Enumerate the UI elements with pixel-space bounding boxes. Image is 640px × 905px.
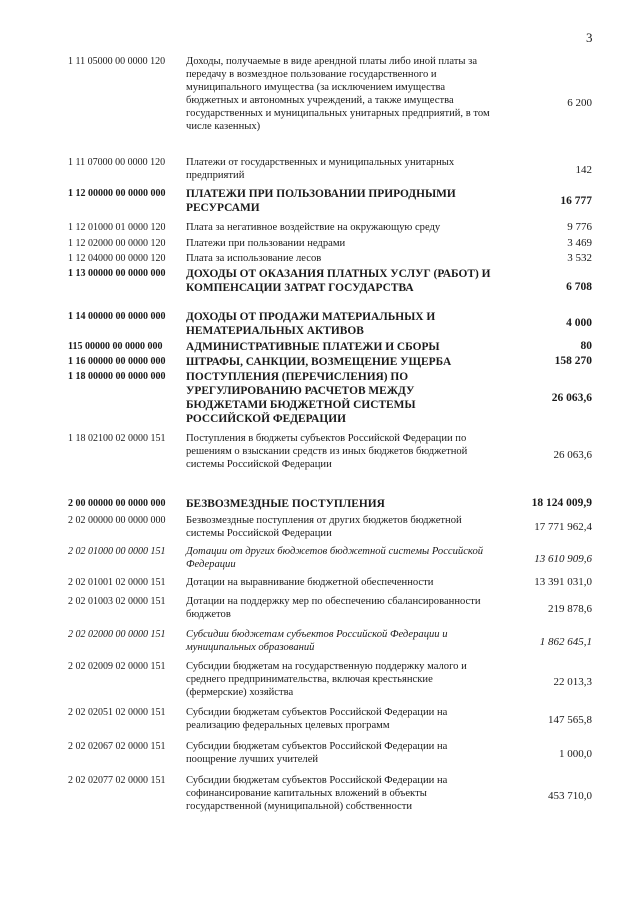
row-description: Дотации на выравнивание бюджетной обеспеченности — [186, 577, 434, 588]
row-value: 453 710,0 — [548, 790, 592, 802]
row-value: 158 270 — [554, 355, 592, 367]
row-code: 2 02 02067 02 0000 151 — [68, 741, 166, 752]
row-description: Плата за использование лесов — [186, 253, 322, 264]
row-code: 2 02 02051 02 0000 151 — [68, 707, 166, 718]
row-value: 3 532 — [567, 252, 592, 264]
row-value: 13 391 031,0 — [534, 576, 592, 588]
row-code: 1 11 07000 00 0000 120 — [68, 157, 166, 168]
row-description: Безвозмездные поступления от других бюджетов бюджетной системы Российской Федерации — [186, 515, 462, 539]
row-value: 1 862 645,1 — [539, 636, 592, 648]
row-description: АДМИНИСТРАТИВНЫЕ ПЛАТЕЖИ И СБОРЫ — [186, 341, 440, 353]
row-description: Субсидии бюджетам субъектов Российской Федерации на реализацию федеральных целевых программ — [186, 707, 448, 731]
row-description: ШТРАФЫ, САНКЦИИ, ВОЗМЕЩЕНИЕ УЩЕРБА — [186, 356, 452, 368]
row-description: БЕЗВОЗМЕЗДНЫЕ ПОСТУПЛЕНИЯ — [186, 498, 385, 510]
row-value: 80 — [580, 340, 592, 352]
page-number: 3 — [586, 30, 593, 45]
row-code: 2 02 02009 02 0000 151 — [68, 661, 166, 672]
row-code: 1 12 01000 01 0000 120 — [68, 222, 166, 233]
row-description: ПЛАТЕЖИ ПРИ ПОЛЬЗОВАНИИ ПРИРОДНЫМИ РЕСУРСАМИ — [186, 188, 456, 214]
row-code: 2 00 00000 00 0000 000 — [68, 498, 166, 509]
row-code: 1 12 04000 00 0000 120 — [68, 253, 166, 264]
row-description: Платежи при пользовании недрами — [186, 238, 346, 249]
row-code: 1 12 00000 00 0000 000 — [68, 188, 166, 199]
row-value: 4 000 — [566, 317, 592, 329]
row-value: 147 565,8 — [548, 714, 592, 726]
row-description: Платежи от государственных и муниципальных унитарных предприятий — [186, 157, 455, 181]
row-value: 26 063,6 — [553, 449, 592, 461]
row-code: 1 12 02000 00 0000 120 — [68, 238, 166, 249]
row-value: 142 — [575, 164, 592, 176]
row-code: 2 02 02000 00 0000 151 — [68, 629, 166, 640]
row-code: 2 02 02077 02 0000 151 — [68, 775, 166, 786]
row-value: 16 777 — [560, 195, 592, 207]
row-description: Доходы, получаемые в виде арендной платы либо иной платы за передачу в возмездное пользование государственного и муниципального имущества (за исключением имущества бюджетных и автономных учреждений, а также имущества государственных и муниципальных унитарных предприятий, в том числе казенных) — [186, 56, 490, 132]
row-description: Дотации на поддержку мер по обеспечению сбалансированности бюджетов — [186, 596, 481, 620]
row-code: 1 13 00000 00 0000 000 — [68, 268, 166, 279]
row-value: 26 063,6 — [551, 392, 592, 404]
row-value: 1 000,0 — [559, 748, 592, 760]
row-code: 2 02 01003 02 0000 151 — [68, 596, 166, 607]
row-code: 1 18 00000 00 0000 000 — [68, 371, 166, 382]
row-value: 9 776 — [567, 221, 592, 233]
row-code: 115 00000 00 0000 000 — [68, 341, 163, 352]
row-description: Субсидии бюджетам на государственную поддержку малого и среднего предпринимательства, включая крестьянские (фермерские) хозяйства — [186, 661, 467, 698]
row-value: 6 200 — [567, 97, 592, 109]
row-value: 219 878,6 — [548, 603, 592, 615]
row-description: Субсидии бюджетам субъектов Российской Федерации и муниципальных образований — [186, 629, 448, 653]
row-code: 2 02 01000 00 0000 151 — [68, 546, 166, 557]
row-value: 13 610 909,6 — [534, 553, 592, 565]
row-code: 1 18 02100 02 0000 151 — [68, 433, 166, 444]
row-value: 17 771 962,4 — [534, 521, 592, 533]
row-value: 6 708 — [566, 281, 592, 293]
row-value: 3 469 — [567, 237, 592, 249]
row-value: 22 013,3 — [553, 676, 592, 688]
row-description: Дотации от других бюджетов бюджетной системы Российской Федерации — [186, 546, 484, 570]
row-value: 18 124 009,9 — [531, 497, 592, 509]
row-description: Поступления в бюджеты субъектов Российской Федерации по решениям о взыскании средств из иных бюджетов бюджетной системы Российской Федерации — [186, 433, 468, 470]
row-description: Субсидии бюджетам субъектов Российской Федерации на поощрение лучших учителей — [186, 741, 448, 765]
row-description: Субсидии бюджетам субъектов Российской Федерации на софинансирование капитальных вложений в объекты государственной (муниципальной) собственности — [186, 775, 448, 812]
row-code: 2 02 00000 00 0000 000 — [68, 515, 166, 526]
row-description: Плата за негативное воздействие на окружающую среду — [186, 222, 441, 233]
row-description: ДОХОДЫ ОТ ПРОДАЖИ МАТЕРИАЛЬНЫХ И НЕМАТЕРИАЛЬНЫХ АКТИВОВ — [186, 311, 436, 337]
row-description: ПОСТУПЛЕНИЯ (ПЕРЕЧИСЛЕНИЯ) ПО УРЕГУЛИРОВАНИЮ РАСЧЕТОВ МЕЖДУ БЮДЖЕТАМИ БЮДЖЕТНОЙ СИСТЕМЫ РОССИЙСКОЙ ФЕДЕРАЦИИ — [186, 371, 416, 425]
row-code: 1 14 00000 00 0000 000 — [68, 311, 166, 322]
row-description: ДОХОДЫ ОТ ОКАЗАНИЯ ПЛАТНЫХ УСЛУГ (РАБОТ) И КОМПЕНСАЦИИ ЗАТРАТ ГОСУДАРСТВА — [186, 268, 491, 294]
row-code: 1 11 05000 00 0000 120 — [68, 56, 166, 67]
row-code: 2 02 01001 02 0000 151 — [68, 577, 166, 588]
row-code: 1 16 00000 00 0000 000 — [68, 356, 166, 367]
